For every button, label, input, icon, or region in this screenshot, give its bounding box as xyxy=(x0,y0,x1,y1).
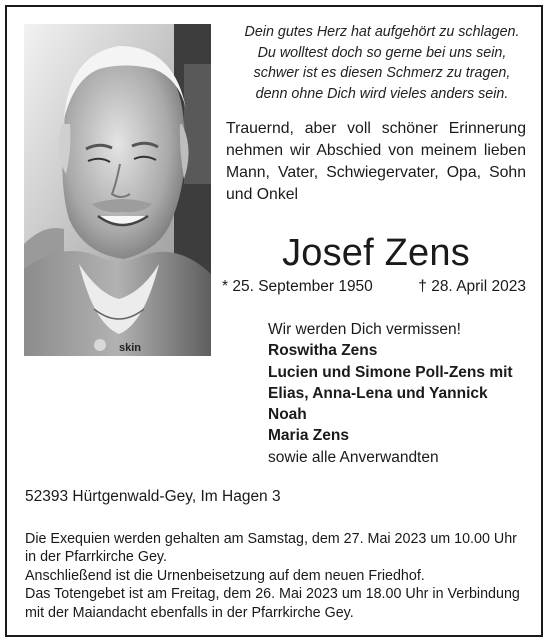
service-line: Anschließend ist die Urnenbeisetzung auf dem neuen Friedhof. xyxy=(25,567,425,584)
service-line: Die Exequien werden gehalten am Samstag, dem 27. Mai 2023 um 10.00 Uhr xyxy=(25,531,517,547)
service-line: in der Pfarrkirche Gey. xyxy=(25,549,167,566)
poem-line: Du wolltest doch so gerne bei uns sein, xyxy=(257,44,507,61)
intro-text: Trauernd, aber voll schöner Erinnerung nehmen wir Abschied von meinem lieben Mann, Vater, Schwiegervater, Opa, Sohn und Onkel xyxy=(226,120,526,203)
portrait-photo-icon xyxy=(24,24,211,356)
family-address: 52393 Hürtgenwald-Gey, Im Hagen 3 xyxy=(25,488,281,505)
poem-line: Dein gutes Herz hat aufgehört zu schlagen. xyxy=(244,24,520,40)
poem-line: denn ohne Dich wird vieles anders sein. xyxy=(255,85,509,102)
mourners-opening: Wir werden Dich vermissen! xyxy=(268,321,461,338)
mourner-name: Lucien und Simone Poll-Zens mit xyxy=(268,363,513,381)
service-line: Das Totengebet ist am Freitag, dem 26. Mai 2023 um 18.00 Uhr in Verbindung xyxy=(25,586,520,603)
mourners-list xyxy=(268,319,530,468)
service-line: mit der Maiandacht ebenfalls in der Pfarrkirche Gey. xyxy=(25,604,354,621)
mourner-name: Maria Zens xyxy=(268,427,349,445)
mourner-name: Roswitha Zens xyxy=(268,342,378,360)
jacket-logo-text: skin xyxy=(119,342,142,354)
poem-line: schwer ist es diesen Schmerz zu tragen, xyxy=(253,65,511,81)
portrait-photo xyxy=(24,24,211,356)
death-date: † 28. April 2023 xyxy=(418,278,526,295)
deceased-name: Josef Zens xyxy=(282,232,470,274)
mourner-name: Elias, Anna-Lena und Yannick xyxy=(268,384,488,402)
poem xyxy=(232,22,532,104)
mourner-name: Noah xyxy=(268,406,307,424)
mourners-closing: sowie alle Anverwandten xyxy=(268,448,439,466)
service-details xyxy=(25,530,530,622)
birth-date: * 25. September 1950 xyxy=(222,278,373,295)
